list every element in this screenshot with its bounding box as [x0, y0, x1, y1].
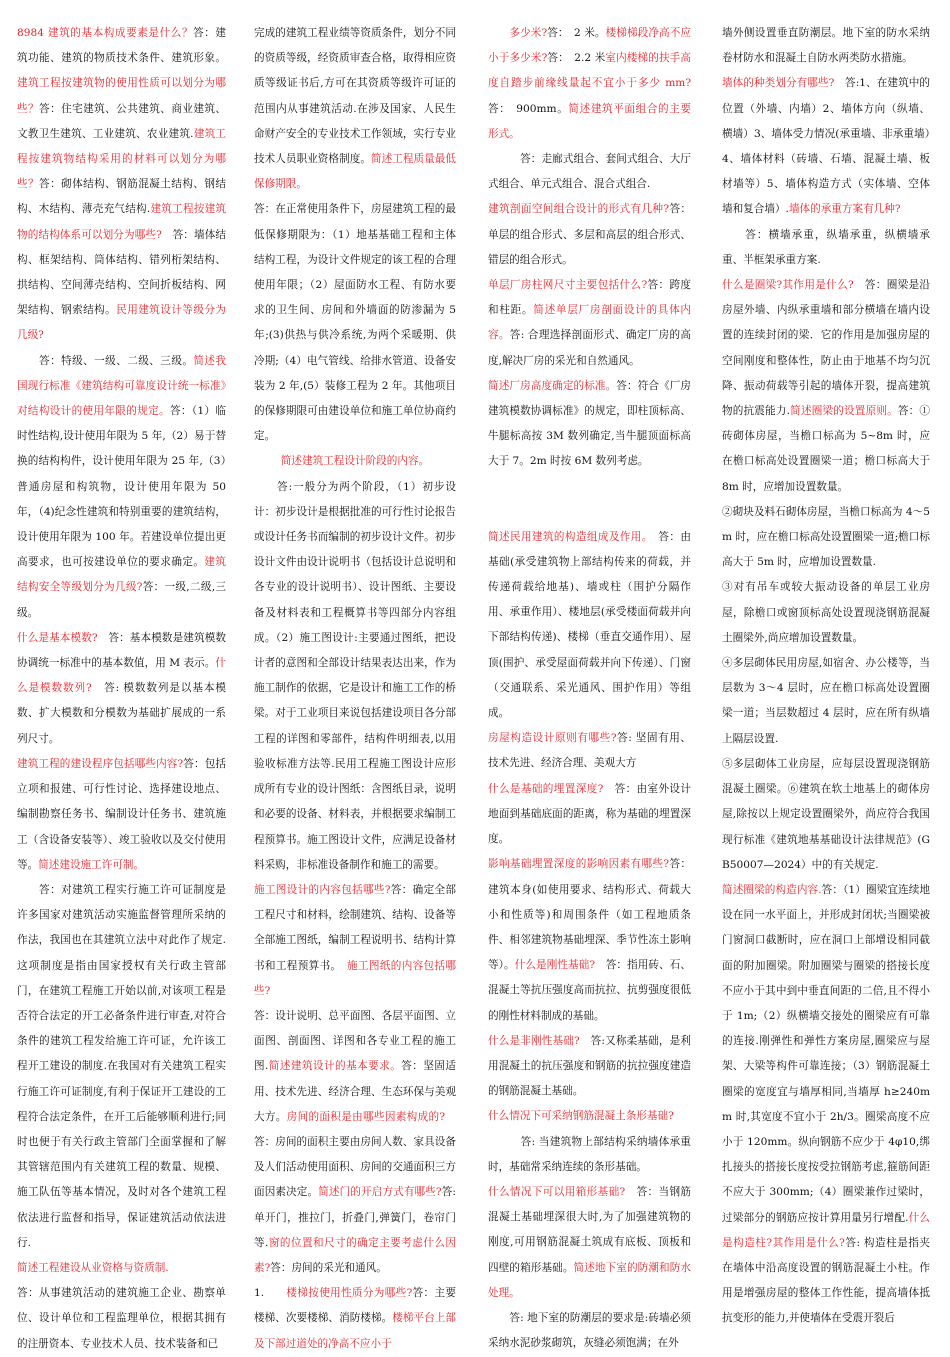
answer-text: 答：砌体结构、钢筋混凝土结构、钢结构、木结构、薄壳充气结构. — [17, 178, 227, 216]
text-column-4 — [722, 21, 930, 1332]
paragraph — [488, 197, 691, 273]
question-text: 8984 建筑的基本构成要素是什么？ — [17, 27, 194, 39]
answer-text: 答：由室外设计地面到基础底面的距离，称为基础的埋置深度。 — [488, 782, 691, 846]
answer-text — [488, 27, 509, 39]
paragraph — [17, 878, 226, 1256]
answer-text: 完成的建筑工程业绩等资质条件，划分不同的资质等级，经资质审查合格，取得相应资质等级证书后,方可在其资质等级许可证的范围内从事建筑活动.在涉及国家、人民生命财产安全的专业技术工作领域，实行专业技术人员职业资格制度。 — [254, 27, 456, 166]
paragraph — [488, 852, 691, 1028]
paragraph — [722, 575, 930, 651]
paragraph — [17, 1256, 226, 1281]
paragraph — [488, 1130, 691, 1180]
paragraph — [488, 147, 691, 197]
paragraph — [488, 1180, 691, 1306]
paragraph — [254, 449, 456, 474]
answer-text: 答：坚固适用、技术先进、经济合理、生态环保与美观大方。 — [254, 1060, 456, 1123]
paragraph — [722, 273, 930, 500]
answer-text: 答：对建筑工程实行施工许可证制度是许多国家对建筑活动实施监督管理所采纳的作法，我国也在其建筑立法中对此作了规定.这项制度是指由国家授权有关行政主管部门，在建筑工程施工开始以前,对该项工程是否符合法定的开工必备条件进行审查,对符合条件的建筑工程发给施工许可证，允许该工程开工建设的制度.在我国对有关建筑工程实行施工许可证制度,有利于保证开工建设的工程符合法定条件，在开工后能够顺利进行;同时也便于有关行政主管部门全面掌握和了解其管辖范围内有关建筑工程的数量、规模、施工队伍等基本情况，及时对各个建筑工程依法进行监督和指导，保证建筑活动依法进行. — [17, 883, 226, 1249]
question-text: 简述圈梁的设置原则。 — [790, 405, 898, 418]
question-text: 什么是非刚性基础? — [488, 1034, 580, 1047]
paragraph — [254, 1281, 456, 1357]
paragraph — [17, 1281, 226, 1357]
question-text: 建筑工程按建筑物的使用性质可以划分为哪些？ — [17, 77, 226, 115]
answer-text: 答：设计说明、总平面图、各层平面图、立面图、剖面图、详图和各专业工程的施工图. — [254, 1009, 456, 1073]
question-text: 墙体的种类划分有哪些? — [722, 77, 835, 90]
question-text: 简述建筑平面组合的主要形式。 — [488, 102, 692, 140]
paragraph — [488, 21, 691, 147]
answer-text: 答： 2 米。 — [547, 27, 606, 39]
answer-text: 答：建筑功能、建筑的物质技术条件、建筑形象。 — [17, 27, 227, 65]
question-text: 简述地下室的防潮和防水处理。 — [488, 1261, 692, 1299]
question-text: 房间的面积是由哪些因素构成的? — [286, 1110, 446, 1123]
answer-text: 答：圈梁是沿房屋外墙、内纵承重墙和部分横墙在墙内设置的连续封闭的梁．它的作用是加强房屋的空间刚度和整体性，防止由于地基不均匀沉降、振动荷载等引起的墙体开裂，提高建筑物的抗震能力. — [722, 279, 931, 418]
question-text: 什么是刚性基础? — [514, 959, 596, 972]
answer-text: 答：住宅建筑、公共建筑、商业建筑、文教卫生建筑、工业建筑、农业建筑. — [17, 102, 227, 140]
question-text: 楼梯平台上部及下部过道处的净高不应小于 — [254, 1312, 457, 1350]
answer-text: 答: 模数数列是以基本模数、扩大模数和分模数为基础扩展成的一系列尺寸。 — [17, 682, 226, 745]
paragraph — [17, 21, 226, 349]
question-text: 简述建设施工许可制。 — [38, 858, 145, 871]
answer-text: 答：确定全部工程尺寸和材料，绘制建筑、结构、设备等全部施工图纸，编制工程说明书、结构计算书和工程预算书。 — [254, 883, 456, 972]
paragraph-gap — [488, 500, 691, 525]
paragraph — [488, 1306, 691, 1356]
paragraph — [488, 726, 691, 776]
question-text: 什么是构造柱?其作用是什么? — [722, 1211, 930, 1249]
question-text: 简述工程质量最低保修期限。 — [254, 153, 457, 191]
question-text: 简述工程建设从业资格与资质制. — [17, 1261, 169, 1274]
question-text: 楼梯按使用性质分为哪些? — [286, 1287, 413, 1300]
answer-text: 答:1、在建筑中的位置（外墙、内墙）2、墙体方向（纵墙、横墙）3、墙体受力情况(承重墙、非承重墙）4、墙体材料（砖墙、石墙、混凝土墙、板材墙等）5、墙体构造方式（实体墙、空体墙和复合墙）. — [722, 77, 930, 216]
answer-text: 答: 坚固有用、技术先进、经济合理、美观大方 — [488, 732, 691, 770]
answer-text: 答：（1）临时性结构,设计使用年限为 5 年,（2）易于替换的结构构件，设计使用年限为 25 年,（3）普通房屋和构筑物，设计使用年限为 50 年，（4)纪念性建筑和特别重要的建筑结构，设计使用年限为 100 年。若建设单位提出更高要求，也可按建设单位的要求确定。 — [17, 405, 226, 569]
paragraph — [254, 1004, 456, 1281]
answer-text: 答：（1）圈梁宜连续地设在同一水平面上，并形成封闭状;当圈梁被门窗洞口截断时，应在洞口上部增设相同截面的附加圈梁。附加圈梁与圈梁的搭接长度不应小于其中到中垂直间距的二倍,且不得小于 1m;（2）纵横墙交接处的圈梁应有可靠的连接.刚弹性和弹性方案房屋,圈梁应与屋架、大梁等构件可靠连接；（3）钢筋混凝土圈梁的宽度宜与墙厚相同,当墙厚 h≥240mm 时,其宽度不宜小于 2h/3。圈梁高度不应小于 120mm。纵向钢筋不应少于 4φ10,绑扎接头的搭接长度按受拉钢筋考虑,箍筋间距不应大于 300mm;（4）圈梁兼作过梁时，过梁部分的钢筋应按计算用量另行增配. — [722, 883, 930, 1224]
answer-text: ③对有吊车或较大振动设备的单层工业房屋，除檐口或窗顶标高处设置现浇钢筋混凝土圈梁外,尚应增加设置数量。 — [722, 581, 930, 644]
question-text: 建筑结构安全等级划分为几级? — [17, 556, 227, 594]
question-text: 简述我国现行标准《建筑结构可靠度设计统一标准》对结构设计的使用年限的规定。 — [17, 354, 227, 418]
answer-text: 答：主要楼梯、次要楼梯、消防楼梯。 — [254, 1287, 457, 1325]
paragraph — [488, 374, 691, 475]
paragraph — [722, 878, 930, 1332]
answer-text: 答：墙体结构、框架结构、筒体结构、错列桁架结构、拱结构、空间薄壳结构、空间折板结构、网架结构、钢索结构。 — [17, 228, 227, 317]
question-text: 建筑工程按建筑物的结构体系可以划分为哪些? — [17, 203, 227, 241]
answer-text: 答：在正常使用条件下，房屋建筑工程的最低保修期限为：（1）地基基础工程和主体结构工程，为设计文件规定的该工程的合理使用年限；（2）屋面防水工程、有防水要求的卫生间、房间和外墙面的防渗漏为 5 年;(3)供热与供冷系统,为两个采暖期、供冷期;（4）电气管线、给排水管道、设备安装为 2 年,(5）装修工程为 2 年。其他项目的保修期限可由建设单位和施工单位协商约定。 — [254, 203, 456, 443]
question-text: 简述建筑设计的基本要求。 — [268, 1060, 402, 1073]
question-text: 楼梯梯段净高不应小于多少米? — [488, 27, 692, 65]
answer-text: 答：一级,二级,三级。 — [17, 581, 226, 619]
question-text: 墙体的承重方案有几种? — [788, 203, 901, 216]
question-text: 影响基础埋置深度的影响因素有哪些? — [488, 858, 670, 871]
question-text: 什么是模数数列? — [17, 657, 226, 695]
answer-text: 答:又称柔基础，是利用混凝土的抗压强度和钢筋的抗拉强度建造的钢筋混凝土基础。 — [488, 1034, 691, 1098]
question-text: 民用建筑设计等级分为几级? — [17, 304, 226, 342]
paragraph — [722, 651, 930, 752]
answer-text: ⑤多层砌体工业房屋，应每层设置现浇钢筋混凝土圈梁。⑥建筑在软土地基上的砌体房屋,除按以上规定设置圈梁外，尚应符合我国现行标准《建筑地基基础设计法律规范》(GB50007—2024）中的有关规定. — [722, 757, 930, 871]
answer-text: 答：指用砖、石、混凝土等抗压强度高而抗拉、抗剪强度很低的刚性材料制成的基础。 — [488, 959, 692, 1022]
paragraph — [488, 777, 691, 853]
answer-text: 答： 900mm。 — [488, 102, 569, 115]
paragraph — [722, 223, 930, 273]
answer-text: 答:一般分为两个阶段，（1）初步设计：初步设计是根据批准的可行性讨论报告或设计任务书而编制的初步设计文件。初步设计文件由设计说明书（包括设计总说明和各专业的设计说明书）、设计图纸、主要设备及材料表和工程概算书等四部分内容组成。（2）施工图设计:主要通过图纸，把设计者的意图和全部设计结果表达出来，作为施工制作的依据，它是设计和施工工作的桥梁。对于工业项目来说包括建设项目各分部工程的详图和零部件，结构件明细表,以用验收标准方法等.民用工程施工图设计应形成所有专业的设计图纸：含图纸目录，说明和必要的设备、材料表，并根据要求编制工程预算书。施工图设计文件，应满足设备材料采购，非标准设备制作和施工的需要。 — [254, 480, 456, 871]
answer-text: ②砌块及料石砌体房屋，当檐口标高为 4～5m 时，应在檐口标高处设置圈梁一道;檐口标高大于 5m 时，应增加设置数量. — [722, 505, 930, 569]
answer-text: 答: 单开门，推拉门，折叠门,弹簧门，卷帘门等. — [254, 1186, 457, 1249]
answer-text: 答: 地下室的防潮层的要求是:砖墙必须采纳水泥砂浆砌筑，灰缝必须饱满；在外 — [488, 1311, 691, 1350]
answer-text: 答：当钢筋混凝土基础埋深很大时,为了加强建筑物的刚度,可用钢筋混凝土筑成有底板、顶板和四壁的箱形基础。 — [488, 1185, 692, 1274]
answer-text: 答：基本模数是建筑模数协调统一标准中的基本数值，用 M 表示。 — [17, 631, 227, 670]
paragraph — [254, 21, 456, 197]
question-text: 室内楼梯的扶手高度自踏步前缘线量起不宜小于多少 mm? — [488, 52, 692, 90]
question-text: 建筑剖面空间组合设计的形式有几种? — [488, 203, 670, 216]
answer-text: 墙外侧设置垂直防潮层。地下室的防水采纳卷材防水和混凝土自防水两类防水措施。 — [722, 27, 930, 65]
paragraph — [17, 349, 226, 626]
paragraph — [254, 878, 456, 1004]
paragraph — [254, 197, 456, 449]
question-text: 建筑工程按建筑物结构采用的材料可以划分为哪些？ — [17, 127, 226, 191]
question-text: 多少米? — [509, 27, 548, 39]
answer-text: 答：走廊式组合、套间式组合、大厅式组合、单元式组合、混合式组合. — [488, 153, 691, 191]
question-text: 房屋构造设计原则有哪些? — [488, 732, 617, 745]
answer-text: 答：房间的面积主要由房间人数、家具设备及人们活动使用面积、房间的交通面积三方面因素决定。 — [254, 1110, 456, 1199]
paragraph — [254, 475, 456, 878]
paragraph-gap — [488, 475, 691, 500]
question-text: 简述门的开启方式有哪些? — [318, 1186, 442, 1199]
question-text: 单层厂房柱网尺寸主要包括什么? — [488, 279, 648, 292]
question-text: 简述建筑工程设计阶段的内容。 — [280, 455, 430, 468]
answer-text: 答：①砖砌体房屋，当檐口标高为 5~8m 时，应在檐口标高处设置圈梁一道；檐口标高大于 8m 时，应增加设置数量。 — [722, 405, 931, 493]
paragraph — [17, 626, 226, 752]
answer-text: 答：横墙承重，纵墙承重，纵横墙承重、半框架承重方案. — [722, 228, 930, 266]
question-text: 简述单层厂房剖面设计的具体内容。 — [488, 304, 692, 342]
answer-text: 答：特级、一级、二级、三级。 — [17, 354, 194, 367]
question-text: 简述厂房高度确定的标准。 — [488, 379, 617, 392]
question-text: 窗的位置和尺寸的确定主要考虑什么因素? — [254, 1236, 456, 1274]
question-text: 施工图设计的内容包括哪些? — [254, 883, 391, 896]
answer-text: ④多层砌体民用房屋,如宿舍、办公楼等，当层数为 3～4 层时，应在檐口标高处设置圈梁一道；当层数超过 4 层时，应在所有纵墙上隔层设置. — [722, 657, 930, 745]
question-text: 什么情况下可采纳钢筋混凝土条形基础? — [488, 1110, 674, 1123]
question-text: 简述圈梁的构造内容. — [722, 883, 822, 896]
paragraph — [722, 752, 930, 878]
paragraph — [488, 1029, 691, 1105]
question-text: 什么是基础的埋置深度? — [488, 782, 604, 795]
paragraph — [488, 273, 691, 374]
answer-text: 答：包括立项和报建、可行性讨论、选择建设地点、编制勘察任务书、编制设计任务书、建筑施工（含设备安装等）、竣工验收以及交付使用等。 — [17, 757, 227, 871]
answer-text: 答： 2.2 米 — [547, 52, 606, 65]
question-text: 建筑工程的建设程序包括哪些内容? — [17, 757, 184, 770]
answer-text: 答：建筑本身(如使用要求、结构形式、荷载大小和性质等)和周围条件（如工程地质条件、相邻建筑物基础埋深、季节性冻土影响等）。 — [488, 858, 692, 972]
paragraph — [722, 21, 930, 71]
paragraph — [488, 1104, 691, 1129]
question-text: 什么是基本模数? — [17, 631, 98, 644]
paragraph — [17, 752, 226, 878]
question-text: 简述民用建筑的构造组成及作用。 — [488, 530, 648, 543]
text-column-3 — [488, 21, 691, 1356]
answer-text: 答：跨度和柱距。 — [488, 279, 692, 317]
answer-text: 答：从事建筑活动的建筑施工企业、勘察单位、设计单位和工程监理单位，根据其拥有的注册资本、专业技术人员、技术装备和已 — [17, 1287, 226, 1350]
answer-text: 答：房间的采光和通风。 — [270, 1261, 387, 1274]
answer-text: 答：单层的组合形式、多层和高层的组合形式、错层的组合形式。 — [488, 203, 692, 266]
answer-text: 1. — [254, 1287, 287, 1300]
answer-text: 答: 当建筑物上部结构采纳墙体承重时，基础常采纳连续的条形基础。 — [488, 1135, 691, 1173]
answer-text: 答：由基础(承受建筑物上部结构传来的荷载，并传递荷载给地基)、墙或柱（围护分隔作用、承重作用）、楼地层(承受楼面荷载并向下部结构传递)、楼梯（垂直交通作用）、屋顶(围护、承受屋面荷载并向下传递）、门窗（交通联系、采光通风、围护作用）等组成。 — [488, 530, 691, 720]
question-text: 施工图纸的内容包括哪些? — [254, 959, 456, 997]
text-column-2 — [254, 21, 456, 1357]
text-column-1 — [17, 21, 226, 1357]
answer-text: 答: 构造柱是指夹在墙体中沿高度设置的钢筋混凝土小柱。作用是增强房屋的整体工作性能，提高墙体抵抗变形的能力,并使墙体在受震开裂后 — [722, 1236, 930, 1325]
paragraph — [722, 500, 930, 576]
paragraph — [488, 525, 691, 727]
answer-text: 答: 合理选择剖面形式、确定厂房的高度,解决厂房的采光和自然通风。 — [488, 329, 692, 367]
answer-text: 答：符合《厂房建筑模数协调标准》的规定，即柱顶标高、牛腿标高按 3M 数列确定,当牛腿顶面标高大于 7。2m 时按 6M 数列考虑。 — [488, 379, 692, 468]
question-text: 什么是圈梁?其作用是什么? — [722, 279, 854, 292]
paragraph — [722, 71, 930, 222]
question-text: 什么情况下可以用箱形基础? — [488, 1185, 626, 1198]
